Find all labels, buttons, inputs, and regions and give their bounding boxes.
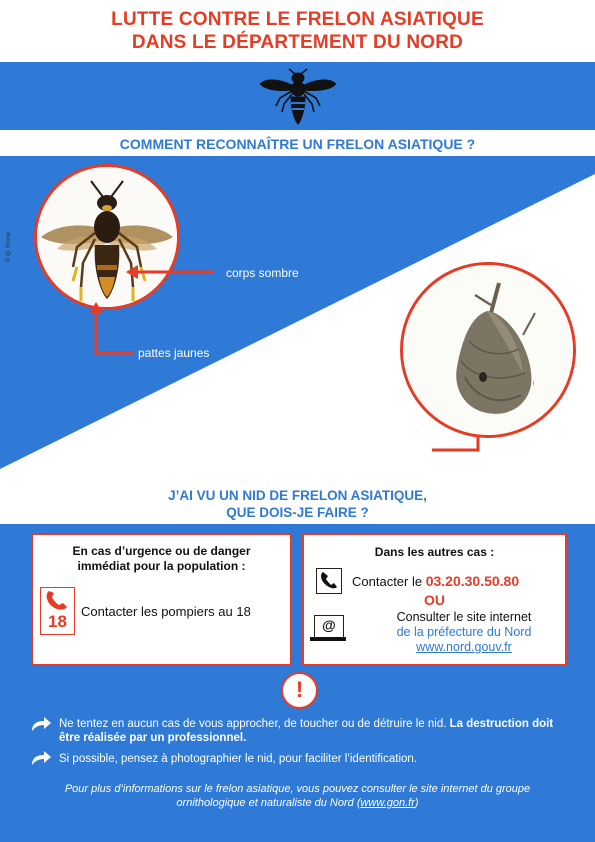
- section-heading-recognize: COMMENT RECONNAÎTRE UN FRELON ASIATIQUE ?: [119, 136, 476, 152]
- warning-exclamation: !: [295, 677, 304, 702]
- other-cases-heading: Dans les autres cas :: [374, 545, 495, 559]
- title-line-2: DANS LE DÉPARTEMENT DU NORD: [131, 32, 464, 53]
- hornet-icon: [258, 68, 338, 126]
- footer-link[interactable]: www.gon.fr: [360, 797, 415, 809]
- emergency-heading-line-1: En cas d’urgence ou de danger: [72, 544, 251, 558]
- title-line-1: LUTTE CONTRE LE FRELON ASIATIQUE: [111, 9, 484, 30]
- emergency-heading: [33, 544, 290, 574]
- or-separator: OU: [424, 592, 445, 608]
- page-title: [0, 8, 595, 54]
- emergency-box: [31, 533, 292, 666]
- phone-icon: [316, 568, 342, 594]
- footer-info: [40, 782, 555, 810]
- header-band: [0, 62, 595, 130]
- warning-icon: [281, 672, 318, 709]
- photo-credit: © Q. Rome: [6, 231, 12, 262]
- label-nest-entry: petite entrée sur le côté: [287, 444, 413, 458]
- fire-number: 18: [48, 612, 67, 631]
- curved-arrow-icon: [30, 715, 52, 733]
- computer-at-icon: [314, 615, 344, 639]
- emergency-text: Contacter les pompiers au 18: [81, 604, 251, 619]
- advice-approach-bold: La destruction doit être réalisée par un professionnel.: [59, 718, 554, 744]
- site-line-2: de la préfecture du Nord: [396, 625, 532, 639]
- footer-text: Pour plus d’informations sur le frelon asiatique, vous pouvez consulter le site internet du groupe ornithologique et naturaliste du Nord (: [64, 783, 531, 809]
- website-block: [364, 610, 564, 655]
- advice-approach-normal: Ne tentez en aucun cas de vous approcher, de toucher ou de détruire le nid.: [59, 718, 447, 730]
- nest-photo-credit-mark: —: [530, 380, 537, 386]
- contact-prefix: Contacter le: [352, 574, 426, 589]
- keyboard-icon: [310, 637, 346, 641]
- curved-arrow-icon: [30, 749, 52, 767]
- heading-line-1: J’AI VU UN NID DE FRELON ASIATIQUE,: [168, 488, 427, 503]
- phone-handset-icon: [41, 588, 74, 612]
- nest-photo: [400, 262, 576, 438]
- at-sign-icon: @: [322, 617, 336, 633]
- advice-photograph: Si possible, pensez à photographier le nid, pour faciliter l’identification.: [59, 753, 417, 765]
- contact-phone[interactable]: 03.20.30.50.80: [425, 573, 520, 589]
- fire-phone-icon: [40, 587, 75, 635]
- section-heading-what-to-do: [0, 487, 595, 521]
- emergency-heading-line-2: immédiat pour la population :: [77, 559, 246, 573]
- other-cases-box: [302, 533, 567, 666]
- contact-line: [352, 573, 519, 589]
- phone-handset-black-icon: [317, 569, 341, 593]
- label-body: corps sombre: [226, 266, 299, 280]
- heading-line-2: QUE DOIS-JE FAIRE ?: [226, 505, 369, 520]
- site-line-1: Consulter le site internet: [396, 610, 532, 624]
- footer-end: ): [414, 797, 419, 809]
- advice-approach: [59, 717, 559, 745]
- site-url-link[interactable]: www.nord.gouv.fr: [416, 640, 512, 654]
- nest-photo-image: [403, 265, 573, 435]
- label-legs: pattes jaunes: [138, 346, 210, 360]
